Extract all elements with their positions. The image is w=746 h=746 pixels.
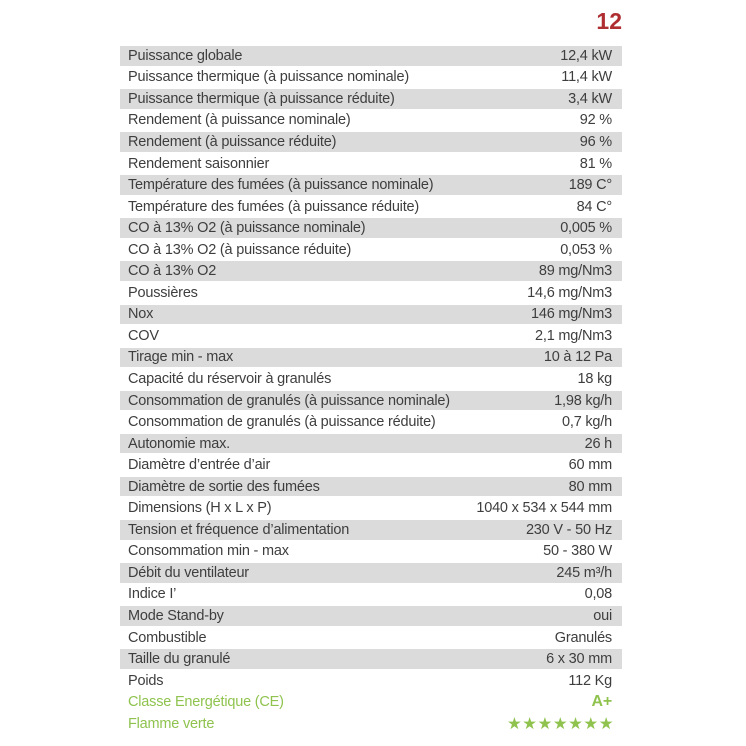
spec-value: 18 kg <box>577 370 612 387</box>
spec-label: Rendement (à puissance réduite) <box>128 133 337 150</box>
spec-label: Autonomie max. <box>128 435 230 452</box>
spec-label: CO à 13% O2 (à puissance nominale) <box>128 220 366 237</box>
spec-label: Capacité du réservoir à granulés <box>128 370 332 387</box>
spec-label: CO à 13% O2 (à puissance réduite) <box>128 241 352 258</box>
table-row <box>120 217 622 239</box>
table-row <box>120 260 622 282</box>
table-row <box>120 648 622 670</box>
spec-value: 1,98 kg/h <box>554 392 612 409</box>
table-row <box>120 670 622 692</box>
spec-label: Consommation de granulés (à puissance nominale) <box>128 392 450 409</box>
spec-table <box>120 45 622 735</box>
star-rating-icon: ★★★★★★★ <box>506 714 614 733</box>
table-row <box>120 153 622 175</box>
spec-label: Taille du granulé <box>128 651 231 668</box>
spec-label: COV <box>128 327 159 344</box>
spec-label: Diamètre d’entrée d’air <box>128 457 271 474</box>
table-row <box>120 45 622 67</box>
spec-label: Classe Energétique (CE) <box>128 694 284 711</box>
table-row <box>120 713 622 735</box>
spec-label: Température des fumées (à puissance nominale) <box>128 177 434 194</box>
table-row <box>120 174 622 196</box>
spec-value: 146 mg/Nm3 <box>530 306 612 323</box>
table-row <box>120 282 622 304</box>
spec-label: Tirage min - max <box>128 349 234 366</box>
table-row <box>120 584 622 606</box>
spec-value: A+ <box>591 693 612 711</box>
spec-label: Mode Stand-by <box>128 607 224 624</box>
spec-label: Consommation min - max <box>128 543 289 560</box>
spec-value: 245 m³/h <box>556 564 612 581</box>
spec-value: 6 x 30 mm <box>546 651 612 668</box>
spec-label: Puissance globale <box>128 47 243 64</box>
table-row <box>120 476 622 498</box>
spec-value: 89 mg/Nm3 <box>538 263 612 280</box>
spec-value: 81 % <box>579 155 612 172</box>
spec-label: Diamètre de sortie des fumées <box>128 478 320 495</box>
table-row <box>120 304 622 326</box>
spec-value: 0,08 <box>584 586 612 603</box>
spec-value: 230 V - 50 Hz <box>525 521 612 538</box>
table-row <box>120 347 622 369</box>
table-row <box>120 497 622 519</box>
table-row <box>120 131 622 153</box>
spec-value: 50 - 380 W <box>543 543 612 560</box>
spec-value: 189 C° <box>568 177 612 194</box>
spec-value: 2,1 mg/Nm3 <box>535 327 612 344</box>
spec-value: 0,7 kg/h <box>562 414 612 431</box>
spec-label: Indice I’ <box>128 586 177 603</box>
spec-label: Rendement saisonnier <box>128 155 270 172</box>
table-row <box>120 433 622 455</box>
spec-label: Température des fumées (à puissance réduite) <box>128 198 420 215</box>
spec-value: 84 C° <box>576 198 612 215</box>
spec-value: 10 à 12 Pa <box>543 349 612 366</box>
spec-label: Débit du ventilateur <box>128 564 249 581</box>
spec-label: Poids <box>128 672 164 689</box>
spec-value: 3,4 kW <box>568 90 612 107</box>
spec-label: Puissance thermique (à puissance réduite) <box>128 90 395 107</box>
spec-label: CO à 13% O2 <box>128 263 217 280</box>
spec-value: 96 % <box>579 133 612 150</box>
spec-value: 80 mm <box>568 478 612 495</box>
spec-value: 12,4 kW <box>560 47 612 64</box>
spec-label: Puissance thermique (à puissance nominale) <box>128 69 409 86</box>
spec-label: Tension et fréquence d’alimentation <box>128 521 350 538</box>
spec-value: 60 mm <box>568 457 612 474</box>
table-row <box>120 88 622 110</box>
spec-value: 26 h <box>584 435 612 452</box>
table-row <box>120 196 622 218</box>
table-row <box>120 691 622 713</box>
table-row <box>120 519 622 541</box>
table-row <box>120 605 622 627</box>
spec-label: Nox <box>128 306 154 323</box>
table-row <box>120 368 622 390</box>
table-row <box>120 325 622 347</box>
spec-value: 92 % <box>579 112 612 129</box>
table-row <box>120 411 622 433</box>
table-row <box>120 541 622 563</box>
spec-label: Rendement (à puissance nominale) <box>128 112 351 129</box>
table-row <box>120 67 622 89</box>
page-number: 12 <box>596 8 622 34</box>
table-row <box>120 454 622 476</box>
spec-value: Granulés <box>554 629 612 646</box>
spec-value: 1040 x 534 x 544 mm <box>476 500 612 517</box>
spec-label: Consommation de granulés (à puissance réduite) <box>128 414 436 431</box>
spec-label: Poussières <box>128 284 198 301</box>
spec-label: Dimensions (H x L x P) <box>128 500 272 517</box>
spec-value: 0,005 % <box>560 220 612 237</box>
spec-label: Flamme verte <box>128 715 215 732</box>
spec-value: 0,053 % <box>560 241 612 258</box>
table-row <box>120 239 622 261</box>
table-row <box>120 627 622 649</box>
table-row <box>120 390 622 412</box>
spec-value: 11,4 kW <box>561 69 612 86</box>
spec-value: 14,6 mg/Nm3 <box>527 284 612 301</box>
spec-value: oui <box>593 607 612 624</box>
table-row <box>120 110 622 132</box>
table-row <box>120 562 622 584</box>
spec-label: Combustible <box>128 629 207 646</box>
spec-value: 112 Kg <box>568 672 612 689</box>
